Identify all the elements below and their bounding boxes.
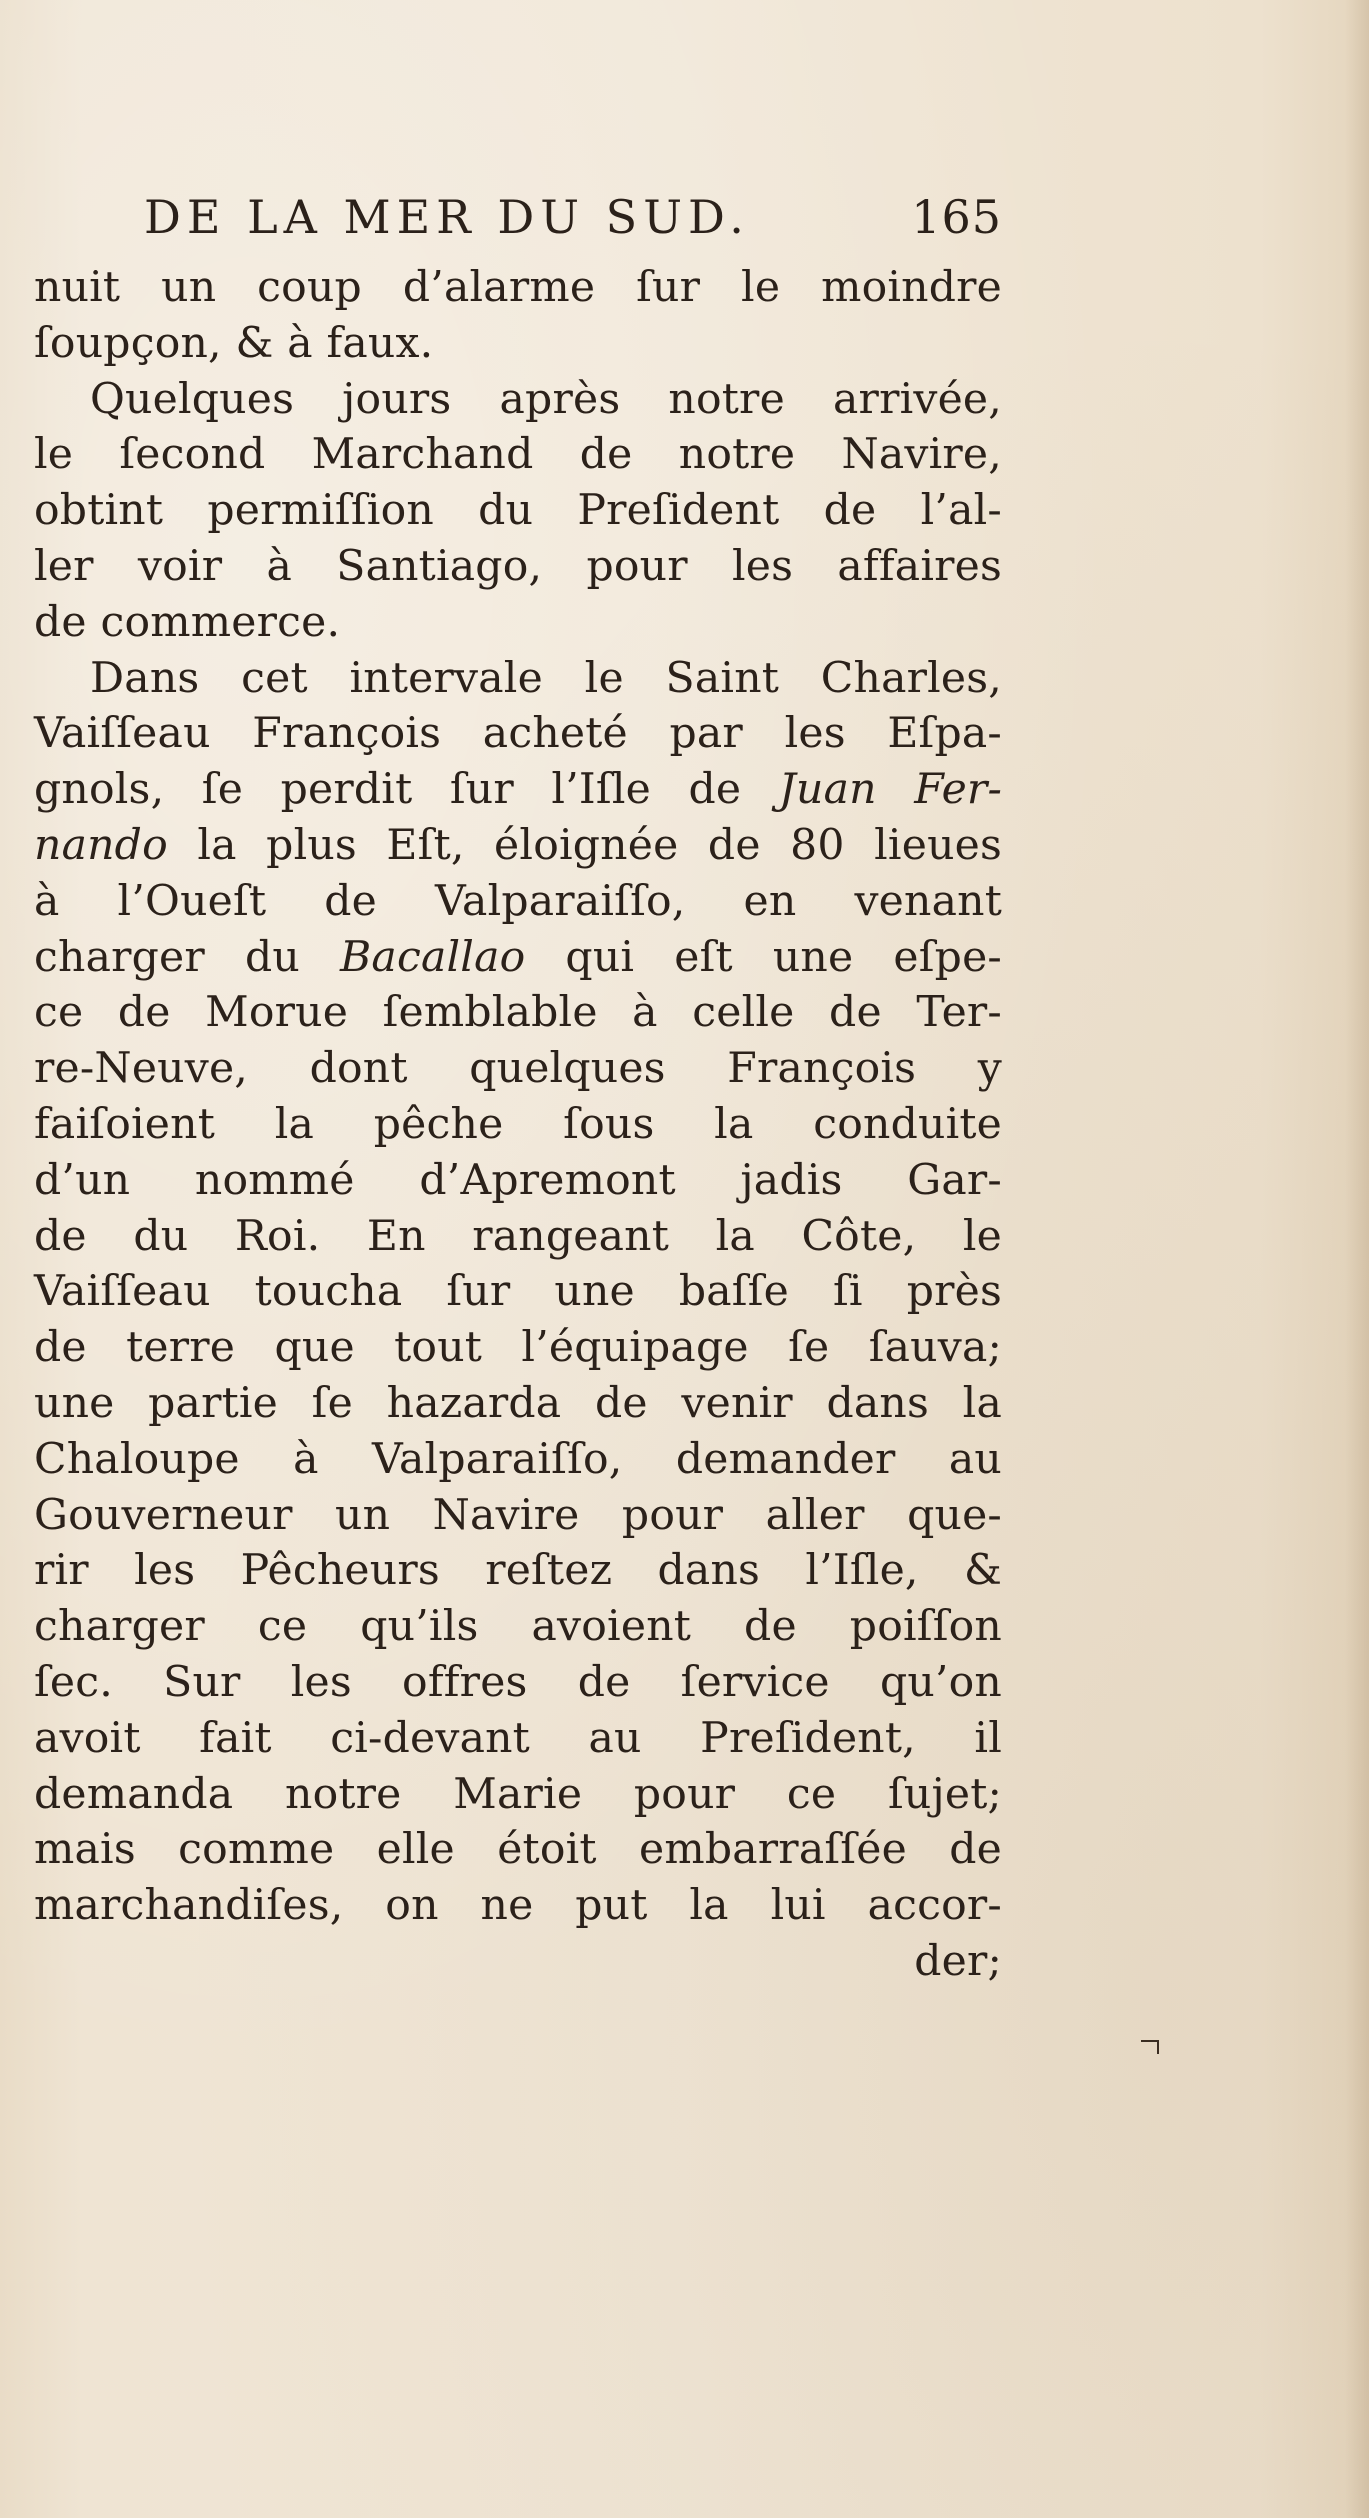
text-line: ler voir à Santiago, pour les affaires — [34, 541, 1002, 591]
text-line: ce de Morue ſemblable à celle de Ter- — [34, 988, 1002, 1038]
running-head-title: DE LA MER DU SUD. — [144, 190, 750, 244]
text-line: de terre que tout l’équipage ſe ſauva; — [34, 1323, 1002, 1373]
text-block — [34, 190, 1002, 1990]
text-line: charger ce qu’ils avoient de poiſſon — [34, 1602, 1002, 1652]
text-line — [34, 818, 1002, 874]
text-line — [34, 762, 1002, 818]
page-number: 165 — [911, 190, 1002, 244]
page-edge-shadow — [1345, 0, 1369, 2518]
text-segment: la plus Eſt, éloignée de 80 lieues — [167, 820, 1002, 870]
text-line: mais comme elle étoit embarraſſée de — [34, 1825, 1002, 1875]
text-line: une partie ſe hazarda de venir dans la — [34, 1378, 1002, 1428]
margin-mark — [1141, 2040, 1159, 2042]
text-line: Quelques jours après notre arrivée, — [90, 374, 1002, 424]
text-line: Vaiſſeau François acheté par les Eſpa- — [34, 709, 1002, 759]
text-line: à l’Oueſt de Valparaiſſo, en venant — [34, 876, 1002, 926]
text-line: nuit un coup d’alarme ſur le moindre — [34, 263, 1002, 312]
text-segment: gnols, ſe perdit ſur l’Iſle de — [34, 765, 779, 815]
text-line: de du Roi. En rangeant la Côte, le — [34, 1211, 1002, 1261]
text-line: demanda notre Marie pour ce ſujet; — [34, 1769, 1002, 1819]
text-line: de commerce. — [34, 597, 341, 647]
text-line: Dans cet intervale le Saint Charles, — [90, 653, 1002, 703]
text-line: re-Neuve, dont quelques François y — [34, 1044, 1002, 1094]
text-line: der; — [914, 1936, 1002, 1986]
text-line — [34, 930, 1002, 986]
text-line: ſoupçon, & à faux. — [34, 318, 434, 368]
running-head — [34, 190, 1002, 260]
text-segment: charger du — [34, 932, 340, 982]
text-line: Gouverneur un Navire pour aller que- — [34, 1490, 1002, 1540]
text-line: marchandiſes, on ne put la lui accor- — [34, 1881, 1002, 1931]
italic-term: Juan Fer- — [778, 765, 1003, 815]
italic-term: Bacallao — [339, 932, 526, 982]
text-line: le ſecond Marchand de notre Navire, — [34, 430, 1002, 480]
text-line: faiſoient la pêche ſous la conduite — [34, 1099, 1002, 1149]
text-segment: qui eſt une eſpe- — [525, 932, 1002, 982]
text-line: Vaiſſeau toucha ſur une baſſe ſi près — [34, 1267, 1002, 1317]
italic-term: nando — [34, 820, 168, 870]
body-text — [34, 260, 1002, 1990]
text-line: Chaloupe à Valparaiſſo, demander au — [34, 1434, 1002, 1484]
text-line: d’un nommé d’Apremont jadis Gar- — [34, 1155, 1002, 1205]
text-line: ſec. Sur les offres de ſervice qu’on — [34, 1657, 1002, 1707]
text-line: avoit fait ci-devant au Preſident, il — [34, 1713, 1002, 1763]
text-line: rir les Pêcheurs reſtez dans l’Iſle, & — [34, 1546, 1002, 1596]
text-line: obtint permiſſion du Preſident de l’al- — [34, 486, 1002, 536]
